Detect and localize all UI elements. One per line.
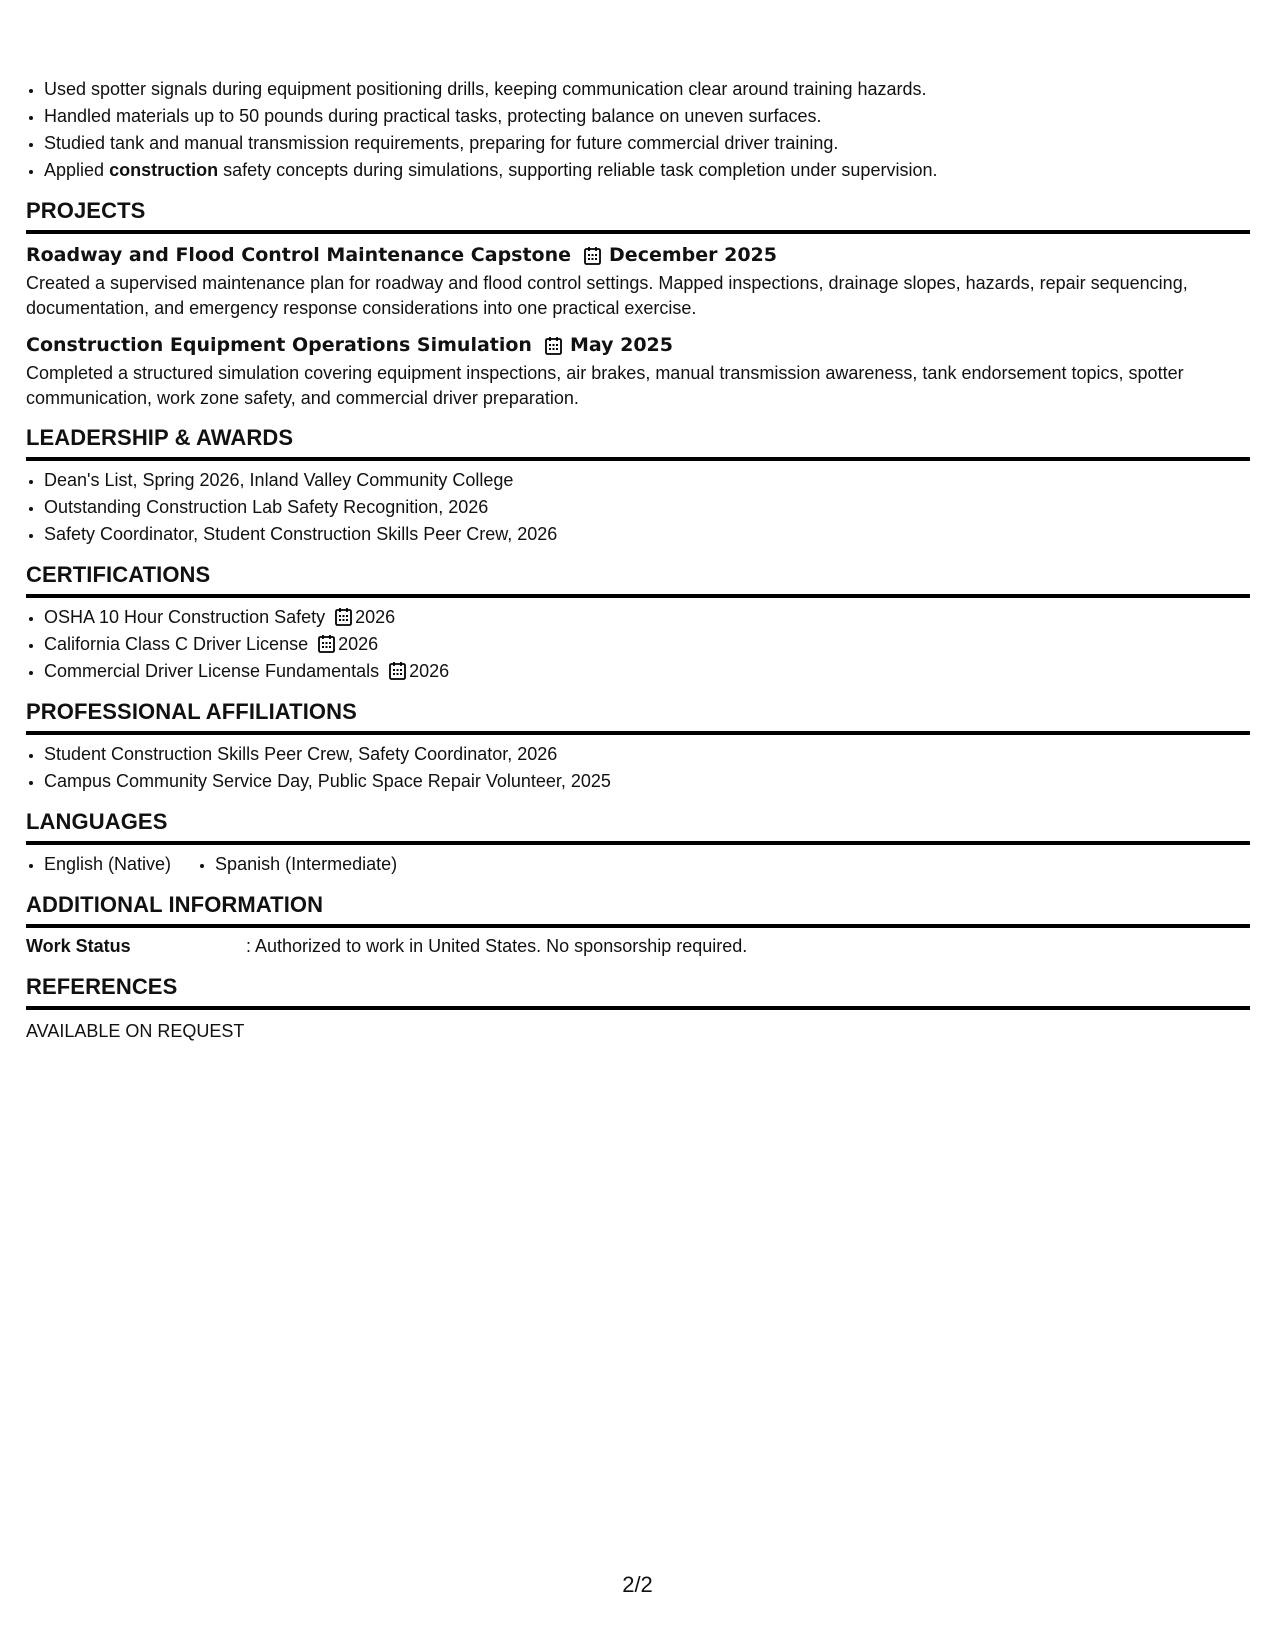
list-item: • Student Construction Skills Peer Crew, Safety Coordinator, 2026	[44, 741, 1250, 768]
list-item: • Dean's List, Spring 2026, Inland Valley Community College	[44, 467, 1250, 494]
bold-keyword: construction	[109, 160, 219, 180]
cert-date: 2026	[355, 607, 396, 627]
list-item: • Safety Coordinator, Student Construction Skills Peer Crew, 2026	[44, 521, 1250, 548]
list-item: • Used spotter signals during equipment positioning drills, keeping communication clear around training hazards.	[44, 76, 1250, 103]
list-item	[44, 604, 1250, 631]
cert-name: OSHA 10 Hour Construction Safety	[44, 607, 326, 627]
resume-content	[26, 76, 1250, 1057]
section-title: LEADERSHIP & AWARDS	[26, 423, 1250, 461]
project-date: December 2025	[609, 244, 777, 266]
list-item: • English (Native)	[44, 851, 171, 878]
project-item	[26, 331, 1250, 411]
calendar-icon	[318, 634, 335, 653]
experience-bullets	[26, 76, 1250, 184]
references-text: AVAILABLE ON REQUEST	[26, 1021, 245, 1041]
cert-name: Commercial Driver License Fundamentals	[44, 661, 380, 681]
list-item: • Campus Community Service Day, Public Space Repair Volunteer, 2025	[44, 768, 1250, 795]
project-header	[26, 331, 1250, 359]
calendar-icon	[545, 336, 562, 355]
section-title: PROJECTS	[26, 196, 1250, 234]
references-section	[26, 972, 1250, 1045]
calendar-icon	[389, 661, 406, 680]
page-number: 2/2	[622, 1572, 653, 1597]
list-item: • Spanish (Intermediate)	[215, 851, 397, 878]
calendar-icon	[335, 607, 352, 626]
project-item	[26, 241, 1250, 321]
list-item: • Studied tank and manual transmission requirements, preparing for future commercial driver training.	[44, 130, 1250, 157]
section-title: REFERENCES	[26, 972, 1250, 1010]
list-item: • Applied construction safety concepts during simulations, supporting reliable task completion under supervision.	[44, 157, 1250, 184]
list-item: • Outstanding Construction Lab Safety Recognition, 2026	[44, 494, 1250, 521]
list-item: • Handled materials up to 50 pounds during practical tasks, protecting balance on uneven surfaces.	[44, 103, 1250, 130]
section-title: LANGUAGES	[26, 807, 1250, 845]
info-label: Work Status	[26, 936, 131, 956]
languages-list	[26, 851, 1250, 878]
affiliations-section	[26, 697, 1250, 795]
projects-section	[26, 196, 1250, 411]
leadership-section	[26, 423, 1250, 548]
leadership-list	[26, 467, 1250, 548]
project-description: Completed a structured simulation covering equipment inspections, air brakes, manual transmission awareness, tank endorsement topics, spotter communication, work zone safety, and commercial driver preparation.	[26, 363, 1184, 408]
certifications-list	[26, 604, 1250, 685]
work-status-row	[26, 933, 1250, 960]
section-title: PROFESSIONAL AFFILIATIONS	[26, 697, 1250, 735]
calendar-icon	[584, 246, 601, 265]
cert-date: 2026	[338, 634, 379, 654]
info-value: : Authorized to work in United States. No sponsorship required.	[246, 936, 748, 956]
additional-info-section	[26, 890, 1250, 960]
certifications-section	[26, 560, 1250, 685]
list-item	[44, 631, 1250, 658]
languages-section	[26, 807, 1250, 878]
project-header	[26, 241, 1250, 269]
affiliations-list	[26, 741, 1250, 795]
cert-name: California Class C Driver License	[44, 634, 309, 654]
section-title: CERTIFICATIONS	[26, 560, 1250, 598]
section-title: ADDITIONAL INFORMATION	[26, 890, 1250, 928]
project-description: Created a supervised maintenance plan for roadway and flood control settings. Mapped inspections, drainage slopes, hazards, repair sequencing, documentation, and emergency response considerations into one practical exercise.	[26, 273, 1188, 318]
project-date: May 2025	[569, 334, 673, 356]
project-name: Construction Equipment Operations Simulation	[26, 334, 532, 356]
cert-date: 2026	[409, 661, 450, 681]
list-item	[44, 658, 1250, 685]
project-name: Roadway and Flood Control Maintenance Capstone	[26, 244, 572, 266]
